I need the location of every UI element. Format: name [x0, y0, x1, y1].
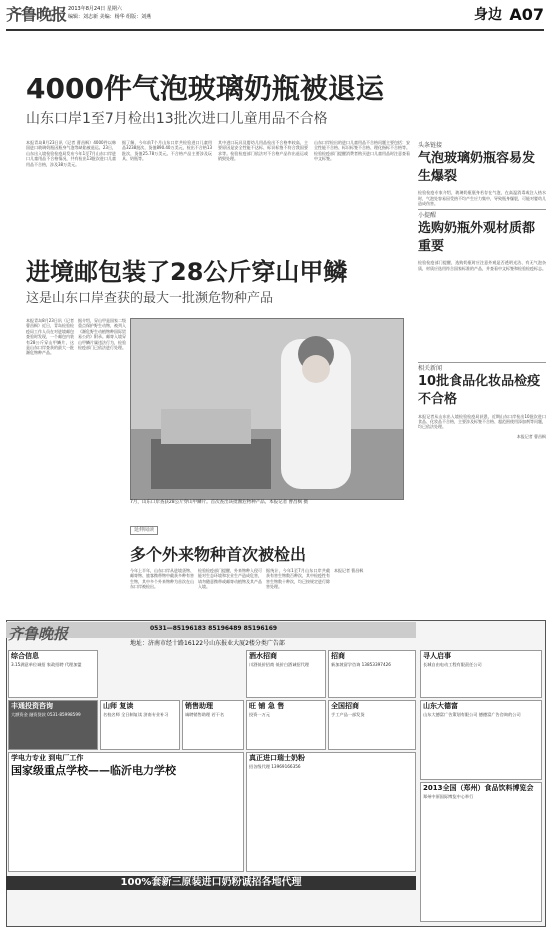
byline: 本报记者 曹昌枫 — [516, 433, 546, 439]
ad-cell — [246, 752, 416, 872]
ad-title: 销售助理 — [185, 702, 213, 710]
ads-phone: 0531—85196183 85196489 85196169 — [150, 625, 278, 632]
third-column-1: 今年上半年，山东口岸从进境货物、邮寄物、旅客携带物中截获多种有害生物，其中多个外来物种为首次在山东口岸被检出。 — [130, 568, 194, 590]
sidebar-tag: 头条链接 — [418, 142, 443, 149]
third-column-4: 本报记者 曹昌枫 — [334, 568, 364, 573]
ad-title: 山师 复读 — [103, 702, 134, 710]
lead-subhead: 山东口岸1至7月检出13批次进口儿童用品不合格 — [26, 111, 328, 127]
divider — [418, 209, 546, 210]
sidebar-body: 检验检疫部门提醒，选购奶瓶时应注意外观是否透明光洁、有无气泡杂质，材质应选用符合国家标准的产品，并查看中文标签和检验检疫标志。 — [418, 260, 546, 271]
lead-column-4: 山东口岸检出的进口儿童用品不合格问题主要包括：安全性能不合格、标识标签不合格、理化指标不合格等。检验检疫部门提醒消费者购买进口儿童用品时注意查看中文标签。 — [314, 140, 410, 162]
ad-cell — [8, 752, 244, 872]
ad-text: 手工产品一部发货 — [331, 712, 365, 718]
second-column-1: 本报青岛8月23日讯（记者 曹昌枫）近日，青岛检验检疫局工作人员在对进境邮包查验时发现，一个邮包内装有28公斤穿山甲鳞片，这是山东口岸查获的最大一批濒危物种产品。 — [26, 318, 74, 356]
news-photo — [130, 318, 404, 500]
ad-cell — [420, 782, 542, 922]
sidebar-body: 本报记者从山东出入境检验检疫局获悉，近期山东口岸检出10批次进口食品、化妆品不合格，主要涉及标签不合格、超范围使用添加剂等问题，均已依法处理。 — [418, 413, 546, 430]
ad-cell — [246, 650, 326, 698]
masthead-rule — [6, 29, 544, 31]
sidebar-headline: 10批食品化妆品检疫不合格 — [418, 374, 541, 408]
ad-text: 招各级代理 13969166356 — [249, 764, 301, 770]
related-reading-tag: 延伸阅读 — [130, 526, 158, 535]
ad-cell — [8, 700, 98, 750]
ad-title: 学电力专业 到电厂工作 — [11, 754, 84, 762]
ad-title: 旺 铺 急 售 — [249, 702, 285, 710]
ad-cell — [246, 700, 326, 750]
ad-title: 丰通投资咨询 — [11, 702, 53, 710]
ad-cell — [8, 650, 98, 698]
ad-title: 招商 — [331, 652, 345, 660]
ads-address: 地址：济南市经十路16122号山东报业大厦2楼分类广告部 — [130, 640, 285, 647]
ad-text: 国家级重点学校——临沂电力学校 — [11, 764, 176, 778]
date-line: 2013年8月24日 星期六 — [68, 6, 122, 12]
ad-title: 2013全国（郑州）食品饮料博览会 — [423, 784, 534, 792]
ad-title: 寻人启事 — [423, 652, 451, 660]
newspaper-logo: 齐鲁晚报 — [6, 5, 67, 24]
photo-caption: 7月，山东口岸查获28公斤穿山甲鳞片。首次查出该批濒危物种产品。本报记者 曹昌枫 摄 — [130, 500, 308, 505]
editors-line: 编辑：刘志新 美编：杨华 组版：刘燕 — [68, 14, 152, 20]
second-column-2: 据介绍，穿山甲是国家二级重点保护野生动物，被列入《濒危野生动植物种国际贸易公约》附录。邮寄入境穿山甲鳞片属违法行为，检验检疫部门已依法进行处理。 — [78, 318, 126, 350]
sidebar — [418, 142, 546, 439]
ad-text: 诚聘销售助理 若干名 — [185, 712, 225, 718]
ad-text: 郑州中原国际博览中心举行 — [423, 794, 474, 800]
ad-title: 全国招商 — [331, 702, 359, 710]
second-subhead: 这是山东口岸查获的最大一批濒危物种产品 — [26, 291, 274, 306]
page-number: A07 — [509, 5, 544, 24]
second-headline: 进境邮包装了28公斤穿山甲鳞 — [26, 258, 348, 286]
ad-cell — [420, 650, 542, 698]
lead-column-3: 其中进口玩具及婴幼儿用品检出不合格率较高，主要原因是安全性能不达标、标识标签不符合我国要求等。检验检疫部门依法对不合格产品作出退运或销毁处理。 — [218, 140, 308, 162]
lead-column-2: 据了解，今年前7个月山东口岸共检验进口儿童用品3238批次，货值890.40万美元，检出不合格13批次，货值25.78万美元。不合格产品主要涉及玩具、奶瓶等。 — [122, 140, 212, 162]
ad-cell — [328, 650, 416, 698]
ad-text: 大额资金 融资贷款 0531-85998599 — [11, 712, 81, 718]
third-column-3: 据统计，今年1至7月山东口岸共截获有害生物数百种次，其中检疫性有害生物数十种次，均已按规定进行除害处理。 — [266, 568, 330, 590]
ad-title: 综合信息 — [11, 652, 39, 660]
photo-illustration — [131, 319, 403, 499]
ad-cell — [328, 700, 416, 750]
ad-text: 新加坡留学咨询 13853397426 — [331, 662, 391, 668]
ad-title: 酒水招商 — [249, 652, 277, 660]
third-column-2: 检验检疫部门提醒，外来物种入侵可能对生态环境和农业生产造成危害，请勿随意携带或邮寄动植物及其产品入境。 — [198, 568, 262, 590]
ad-title: 真正进口瑞士奶粉 — [249, 754, 305, 762]
third-headline: 多个外来物种首次被检出 — [130, 545, 307, 564]
ad-cell — [100, 700, 180, 750]
ad-cell — [420, 700, 542, 780]
divider — [418, 362, 546, 363]
bottom-banner: 100%套新三原装进口奶粉诚招各地代理 — [6, 876, 416, 890]
sidebar-tag: 小提醒 — [418, 211, 437, 219]
ad-text: 长城自由电动工程有限责任公司 — [423, 662, 482, 668]
ad-title: 山东大德富 — [423, 702, 458, 710]
ad-text: 名校名师 全日制复读 济南专业补习 — [103, 712, 169, 718]
sidebar-headline: 气泡玻璃奶瓶容易发生爆裂 — [418, 151, 536, 185]
ad-cell — [182, 700, 244, 750]
sidebar-body: 检验检疫专家介绍，玻璃奶瓶瓶身若存在气泡，在高温消毒或注入热水时，气泡处容易因受热不均产生应力集中，导致瓶身爆裂，可能对婴幼儿造成伤害。 — [418, 190, 546, 207]
ad-text: 山东大德富广告策划有限公司 德德富广告咨询的公司 — [423, 712, 521, 718]
sidebar-tag: 相关新闻 — [418, 365, 443, 373]
ad-text: 3.15满意单位诚招 家政招聘 代理加盟 — [11, 662, 82, 668]
ads-logo: 齐鲁晚报 — [8, 625, 69, 643]
ad-text: 川酒低价招商 低价白酒诚招代理 — [249, 662, 309, 668]
lead-headline: 4000件气泡玻璃奶瓶被退运 — [26, 72, 384, 105]
sidebar-headline: 选购奶瓶外观材质都重要 — [418, 220, 536, 254]
ad-text: 投资一万元 — [249, 712, 270, 718]
section-name: 身边 — [474, 7, 502, 23]
lead-column-1: 本报青岛8月23日讯（记者 曹昌枫）4000件以韩国进口玻璃奶瓶因瓶身气泡等缺陷被退运。23日，山东出入境检验检疫局发布今年1至7月山东口岸进口儿童用品不合格情况，共有检出13批次进口儿童用品不合格，涉及38万美元。 — [26, 140, 116, 167]
